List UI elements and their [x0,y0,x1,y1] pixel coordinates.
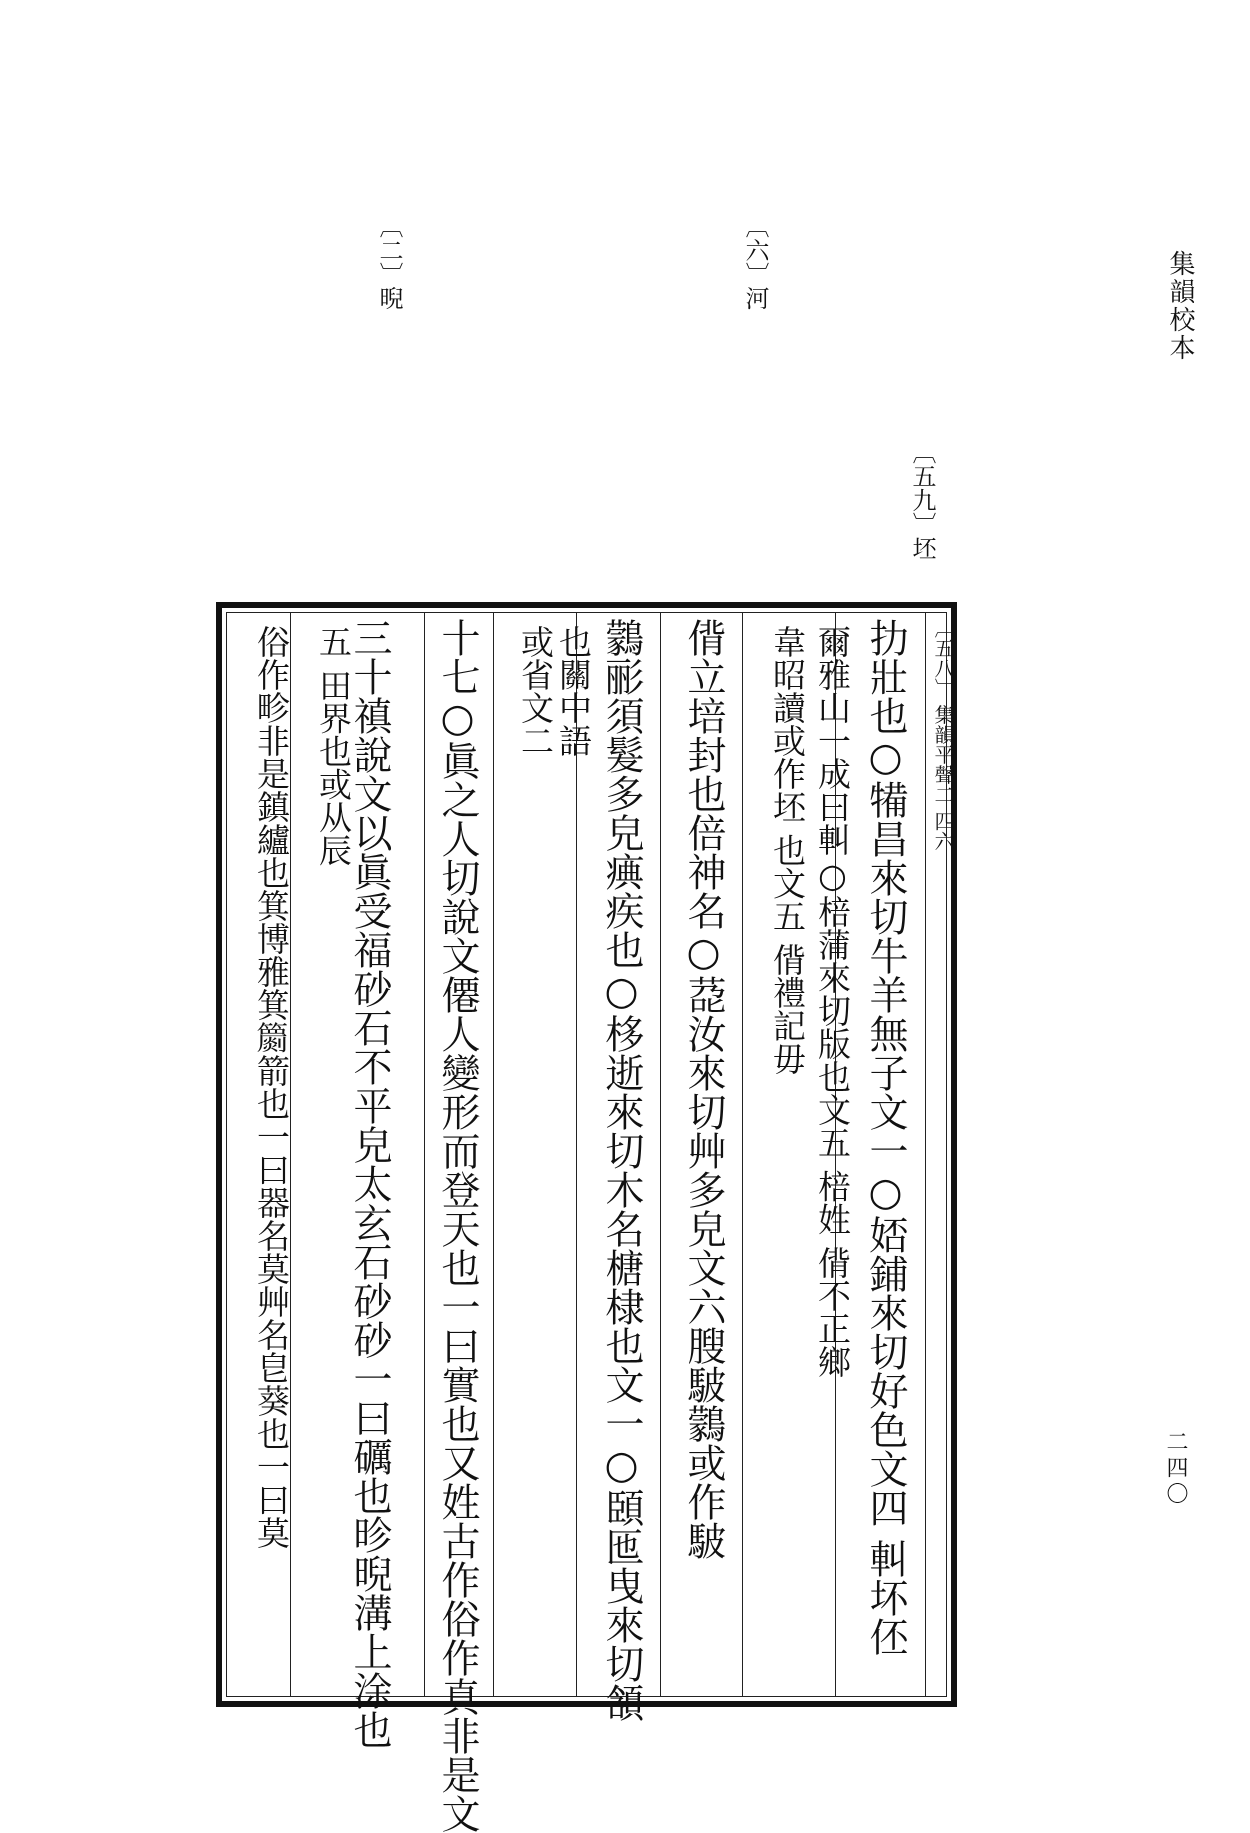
column-rule [576,612,577,1697]
text-column-7: 或省文二 [516,625,555,757]
column-rule [660,612,661,1697]
text-column-8: 十七○眞之人切說文僊人變形而登天也一曰實也又姓古作俗作真非是文 [435,618,480,1833]
text-column-9: 三十禛說文以眞受福砂石不平皃太玄石砂砂一曰礪也昣晲溝上涂也 [347,618,392,1749]
margin-note-3: 〔五九〕坯 [908,440,936,560]
block-side-rule [925,612,926,1697]
margin-note-2: 〔六〕河 [741,214,769,310]
text-column-10: 五 田界也或从辰 [314,625,353,867]
text-column-6: 也關中語 [554,625,593,757]
text-column-3: 韋昭讀或作坯 也文五 偝禮記毋 [768,625,807,1075]
page-number: 二四〇 [1163,1430,1188,1508]
margin-note-1: 〔二〕晲 [375,214,403,310]
text-column-2: 爾雅山一成曰䡂○棓蒲來切版也文五 棓姓 偝不正鄉 [813,625,852,1378]
column-rule [493,612,494,1697]
book-title: 集韻校本 [1165,250,1195,362]
column-rule [742,612,743,1697]
text-column-1: 扐壯也○犕昌來切牛羊無子文一○娝鋪來切好色文四 䡂坏伾 [863,618,908,1657]
text-column-4: 偝立培封也倍神名○莻汝來切艸多皃文六膄駊鸏或作駊 [681,618,726,1560]
block-side-label: 〔五八〕 集韻平聲二 四六 [931,618,955,851]
text-column-5: 鸏彨須髮多皃痶疾也○栘逝來切木名榶棣也文一○頣匜曳來切頷 [599,618,644,1722]
text-column-11: 俗作畛非是鎮纑也箕博雅箕𥷙箭也一曰器名莫艸名皀葵也一曰莫 [252,625,291,1549]
